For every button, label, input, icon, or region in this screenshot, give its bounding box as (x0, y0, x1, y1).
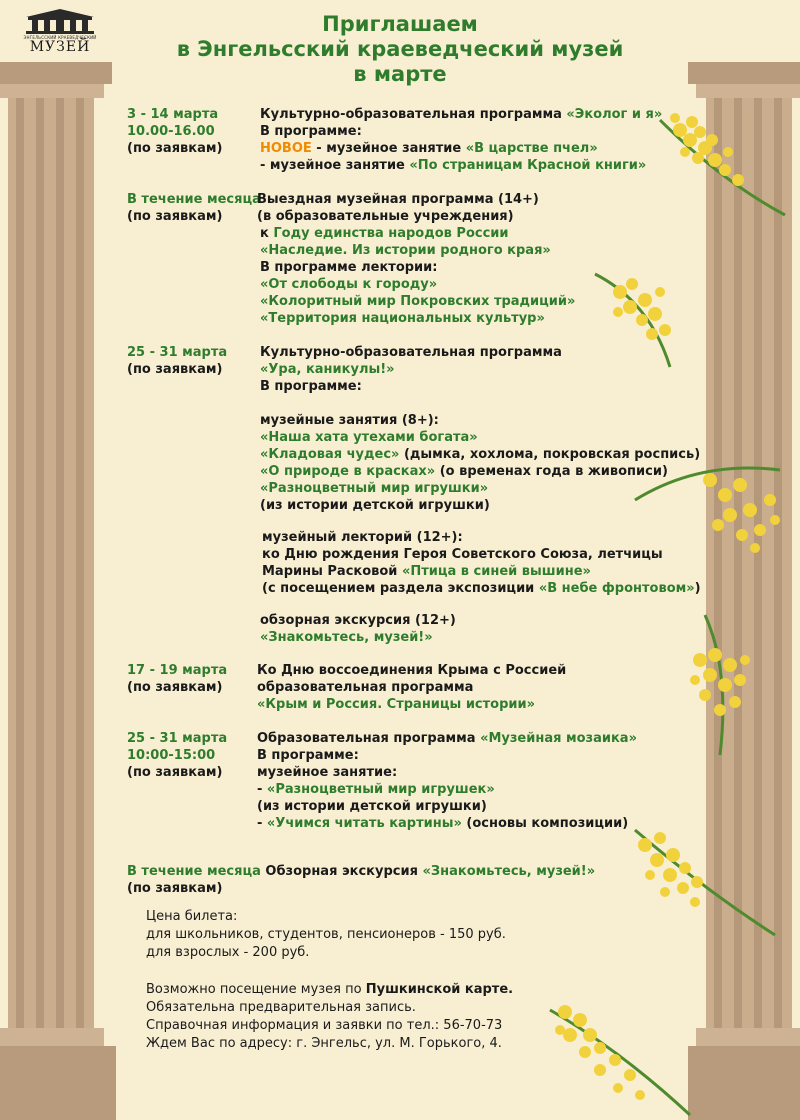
mimosa-branch-icon (540, 990, 700, 1120)
program-2-lectures: В программе лектории: (260, 260, 438, 275)
program-5-request: (по заявкам) (127, 765, 223, 780)
mimosa-branch-icon (590, 262, 700, 372)
program-2-heritage: «Наследие. Из истории родного края» (260, 243, 551, 258)
ticket-price-reduced: для школьников, студентов, пенсионеров - 150 руб. (146, 927, 506, 942)
program-3-class-3: «О природе в красках» (о временах года в живописи) (260, 464, 668, 479)
program-1-request: (по заявкам) (127, 141, 223, 156)
program-3-tour-name: «Знакомьтесь, музей!» (260, 630, 433, 645)
museum-building-icon (22, 8, 98, 34)
program-3-date: 25 - 31 марта (127, 345, 228, 360)
program-5-date: 25 - 31 марта (127, 731, 228, 746)
mimosa-branch-icon (650, 100, 790, 240)
program-2-edu: (в образовательные учреждения) (257, 209, 514, 224)
info-pushkin-card: Возможно посещение музея по Пушкинской карте. (146, 982, 514, 997)
mimosa-branch-icon (625, 820, 785, 950)
program-4-date: 17 - 19 марта (127, 663, 228, 678)
program-1-title: Культурно-образовательная программа «Эколог и я» (260, 107, 663, 122)
program-3-request: (по заявкам) (127, 362, 223, 377)
left-column-illustration (0, 0, 118, 1120)
logo-subtitle: ЭНГЕЛЬССКИЙ КРАЕВЕДЧЕСКИЙ (23, 35, 97, 40)
program-6-request: (по заявкам) (127, 881, 223, 896)
program-1-item-1: НОВОЕ - музейное занятие «В царстве пчел» (260, 141, 598, 156)
title-line-3: в марте (353, 62, 447, 86)
info-registration: Обязательна предварительная запись. (146, 1000, 416, 1015)
program-5-time: 10:00-15:00 (127, 748, 216, 763)
program-3-lectorium-line-3: (с посещением раздела экспозиции «В небе фронтовом») (262, 581, 701, 596)
program-5-title: Образовательная программа «Музейная мозаика» (257, 731, 637, 746)
program-3-class-4-desc: (из истории детской игрушки) (260, 498, 490, 513)
poster-title (120, 12, 680, 87)
logo-title: МУЗЕЙ (29, 39, 91, 55)
program-6-line: В течение месяца Обзорная экскурсия «Знакомьтесь, музей!» (127, 864, 596, 879)
program-1-in-program: В программе: (260, 124, 362, 139)
program-5-item-2: - «Учимся читать картины» (основы композиции) (257, 816, 629, 831)
title-line-2: в Энгельсский краеведческий музей (176, 37, 624, 61)
program-5-in-program: В программе: (257, 748, 359, 763)
program-2-lecture-2: «Колоритный мир Покровских традиций» (260, 294, 576, 309)
info-address: Ждем Вас по адресу: г. Энгельс, ул. М. Горького, 4. (146, 1036, 502, 1051)
program-3-lectorium: музейный лекторий (12+): (262, 530, 463, 545)
program-1-date: 3 - 14 марта (127, 107, 219, 122)
new-badge: НОВОЕ (260, 141, 312, 156)
program-2-year: к Году единства народов России (260, 226, 509, 241)
program-1-item-2: - музейное занятие «По страницам Красной книги» (260, 158, 647, 173)
program-4-line-1: Ко Дню воссоединения Крыма с Россией (257, 663, 567, 678)
program-2-request: (по заявкам) (127, 209, 223, 224)
program-2-lecture-1: «От слободы к городу» (260, 277, 438, 292)
program-3-class-2: «Кладовая чудес» (дымка, хохлома, покровская роспись) (260, 447, 701, 462)
museum-logo (22, 8, 98, 55)
program-5-class-label: музейное занятие: (257, 765, 398, 780)
program-3-in-program: В программе: (260, 379, 362, 394)
program-1-time: 10.00-16.00 (127, 124, 215, 139)
program-3-title: Культурно-образовательная программа (260, 345, 562, 360)
ticket-price-adult: для взрослых - 200 руб. (146, 945, 310, 960)
program-3-classes: музейные занятия (8+): (260, 413, 439, 428)
ticket-heading: Цена билета: (146, 909, 238, 924)
program-3-name: «Ура, каникулы!» (260, 362, 395, 377)
program-4-line-2: образовательная программа (257, 680, 474, 695)
title-line-1: Приглашаем (322, 12, 478, 36)
program-5-item-1-desc: (из истории детской игрушки) (257, 799, 487, 814)
mimosa-branch-icon (650, 610, 790, 760)
program-2-lecture-3: «Территория национальных культур» (260, 311, 545, 326)
program-5-item-1: - «Разноцветный мир игрушек» (257, 782, 495, 797)
program-3-tour: обзорная экскурсия (12+) (260, 613, 456, 628)
program-4-name: «Крым и Россия. Страницы истории» (257, 697, 536, 712)
program-3-class-4: «Разноцветный мир игрушки» (260, 481, 489, 496)
info-phone: Справочная информация и заявки по тел.: 56-70-73 (146, 1018, 503, 1033)
program-3-lectorium-line-2: Марины Расковой «Птица в синей вышине» (262, 564, 591, 579)
program-2-title: Выездная музейная программа (14+) (257, 192, 539, 207)
program-2-date: В течение месяца (127, 192, 261, 207)
program-3-lectorium-line-1: ко Дню рождения Героя Советского Союза, летчицы (262, 547, 663, 562)
phone-number: 56-70-73 (443, 1018, 503, 1033)
program-3-class-1: «Наша хата утехами богата» (260, 430, 478, 445)
program-4-request: (по заявкам) (127, 680, 223, 695)
